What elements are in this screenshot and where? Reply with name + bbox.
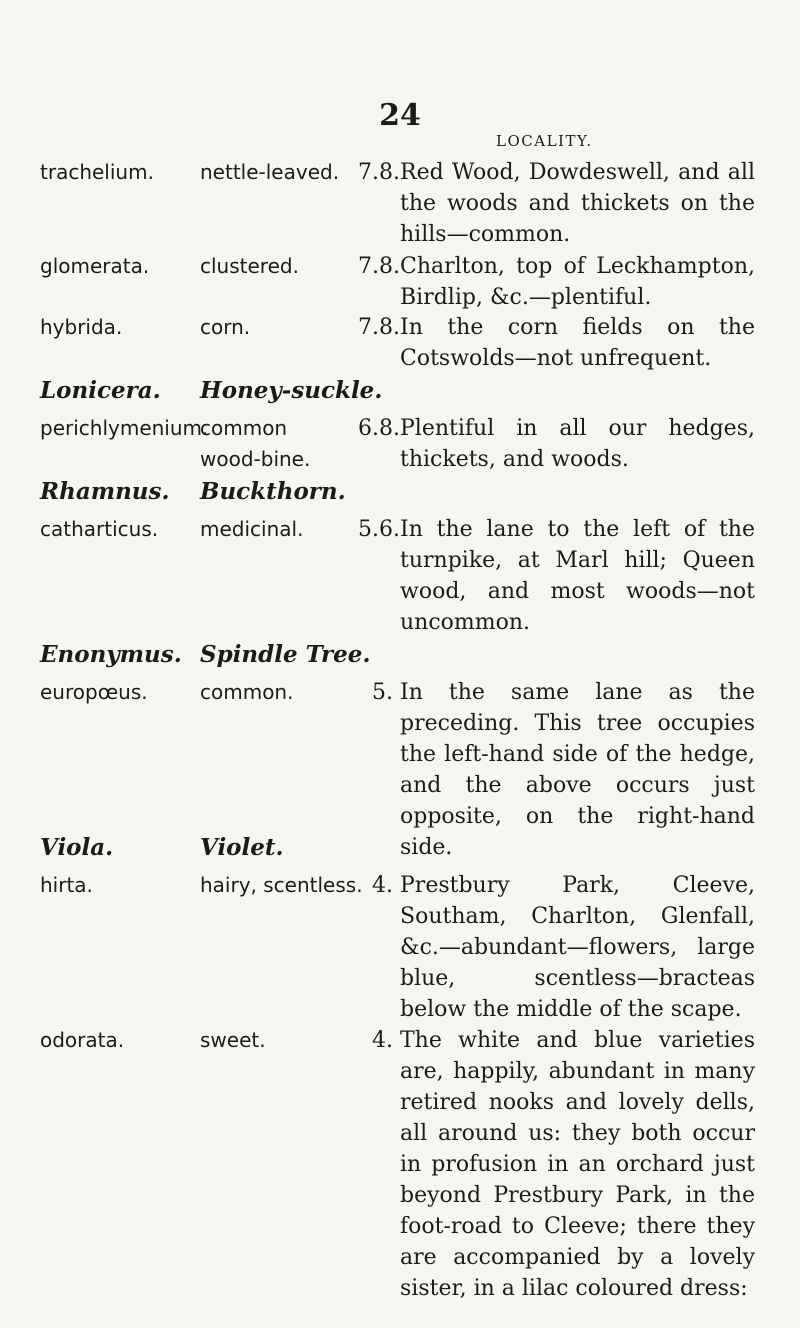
flowering-months: 4. — [372, 873, 393, 898]
english-name: corn. — [200, 315, 251, 339]
entry-hirta — [0, 870, 800, 1025]
english-name: hairy, scentless. — [200, 873, 363, 897]
locality-text: In the same lane as the preceding. This tree occupies the left-hand side of the hedge, and the above occurs just opposite, on the right-hand side. — [400, 680, 755, 860]
genus-lonicera — [0, 375, 800, 413]
english-name: sweet. — [200, 1028, 266, 1052]
locality-column-heading: LOCALITY. — [496, 132, 593, 150]
genus-latin-name: Lonicera. — [40, 377, 161, 404]
entry-glomerata — [0, 251, 800, 312]
entry-trachelium — [0, 157, 800, 251]
genus-english-name: Violet. — [200, 834, 284, 861]
locality-text: Red Wood, Dowdeswell, and all the woods and thickets on the hills—common. — [400, 160, 755, 247]
entry-perichlymenium — [0, 413, 800, 476]
genus-english-name: Honey-suckle. — [200, 377, 383, 404]
genus-enonymus — [0, 639, 800, 677]
latin-name: hirta. — [40, 873, 93, 897]
latin-name: trachelium. — [40, 160, 154, 184]
locality-text: In the corn fields on the Cotswolds—not unfrequent. — [400, 315, 755, 371]
latin-name: europœus. — [40, 680, 148, 704]
entry-catharticus — [0, 514, 800, 639]
latin-name: glomerata. — [40, 254, 150, 278]
genus-latin-name: Enonymus. — [40, 641, 182, 668]
latin-name: odorata. — [40, 1028, 125, 1052]
english-name: clustered. — [200, 254, 299, 278]
locality-text: The white and blue varieties are, happily, abundant in many retired nooks and lovely dells, all around us: they both occur in profusion in an orchard just beyond Prestbury Park, in the foot-road to Cleeve; there they are accompanied by a lovely sister, in a lilac coloured dress: — [400, 1028, 755, 1301]
genus-rhamnus — [0, 476, 800, 514]
genus-english-name: Spindle Tree. — [200, 641, 371, 668]
latin-name: catharticus. — [40, 517, 159, 541]
english-name: common wood-bine. — [200, 416, 311, 471]
page-number: 24 — [379, 98, 421, 133]
locality-text: In the lane to the left of the turnpike, at Marl hill; Queen wood, and most woods—not uncommon. — [400, 517, 755, 635]
english-name: medicinal. — [200, 517, 304, 541]
entry-hybrida — [0, 312, 800, 375]
plant-list — [0, 157, 800, 1301]
latin-name: perichlymenium. — [40, 416, 209, 440]
locality-text: Plentiful in all our hedges, thickets, and woods. — [400, 416, 755, 472]
genus-latin-name: Viola. — [40, 834, 114, 861]
locality-text: Charlton, top of Leckhampton, Birdlip, &c.—plentiful. — [400, 254, 755, 310]
locality-text: Prestbury Park, Cleeve, Southam, Charlton, Glenfall, &c.—abundant—flowers, large blue, scentless—bracteas below the middle of the scape. — [400, 873, 755, 1022]
genus-english-name: Buckthorn. — [200, 478, 346, 505]
entry-odorata — [0, 1025, 800, 1301]
flowering-months: 7.8. — [358, 160, 400, 185]
latin-name: hybrida. — [40, 315, 123, 339]
genus-latin-name: Rhamnus. — [40, 478, 170, 505]
flowering-months: 7.8. — [358, 254, 400, 279]
flowering-months: 6.8. — [358, 416, 400, 441]
flowering-months: 5.6. — [358, 517, 400, 542]
flowering-months: 5. — [372, 680, 393, 705]
flowering-months: 7.8. — [358, 315, 400, 340]
english-name: common. — [200, 680, 294, 704]
flowering-months: 4. — [372, 1028, 393, 1053]
genus-viola — [0, 832, 800, 870]
english-name: nettle-leaved. — [200, 160, 340, 184]
